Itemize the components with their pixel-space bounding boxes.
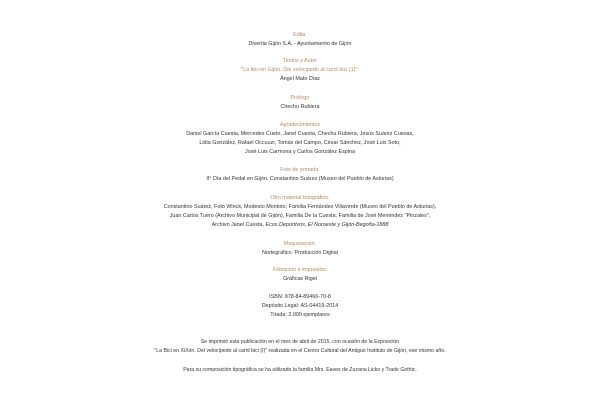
fotografico-line-1: Constantino Suárez, Foto Winck, Modesto Montoto, Familia Fernández Villaverde (Museo del Pueblo de Asturias),: [163, 204, 437, 210]
agradecimientos-heading: Agradecimientos: [279, 122, 321, 128]
agradecimientos-line-1: Daniel García Cuesta, Mercedes Cueto, Janel Cuesta, Chechu Rubiera, Jesús Suárez Cuevas,: [186, 131, 414, 137]
portada-heading: Foto de portada:: [280, 167, 320, 173]
prologo-value: Chechu Rubiera: [280, 104, 320, 110]
fotografico-line-2: Juan Carlos Tuero (Archivo Municipal de Gijón), Familia De la Cuesta, Familia de José Menéndez "Pinzales",: [169, 213, 431, 219]
maquetacion-value: Nortegráfico. Producción Digital: [262, 250, 338, 256]
colophon-line-2: "La Bici en XiXón. Del velocípedo al carril bici (I)" realizada en el Centro Cultural del Antiguo Instituto de Gijón, ese mismo año.: [154, 348, 446, 354]
agradecimientos-line-2: Lidia González, Rafael Occuuzi, Tomás del Campo, César Sánchez, José Luis Soto,: [199, 140, 401, 146]
textos-title: "La bici en Gijón. Del velocípedo al carril bici (1)":: [241, 67, 359, 73]
edita-value: Divertia Gijón S.A. - Ayuntamiento de Gijón: [248, 41, 352, 47]
prologo-heading: Prólogo: [290, 95, 310, 101]
textos-heading: Textos y Autor: [283, 58, 317, 64]
filmacion-value: Gráficas Rigel: [283, 276, 317, 282]
fotografico-line-3: [0, 222, 600, 229]
agradecimientos-line-3: José Luis Carmona y Carlos González Espina: [245, 149, 355, 155]
fotografico-line-3-italic: Ecos Deportivos, El Noroeste y Gijón-Begoña-1888: [265, 222, 389, 228]
colophon-line-1: Se imprimió esta publicación en el mes de abril de 2015, con ocasión de la Exposición: [200, 339, 400, 345]
maquetacion-heading: Maquetación:: [283, 241, 317, 247]
fotografico-heading: Otro material fotográfico:: [270, 195, 330, 201]
portada-value: II° Día del Pedal en Gijón. Constantino Suárez (Museo del Pueblo de Asturias): [206, 176, 394, 182]
isbn: ISBN: 978-84-89466-70-8: [269, 294, 331, 300]
textos-author: Ángel Mato Díaz: [280, 76, 320, 82]
fotografico-line-3-prefix: Archivo Janel Cuesta,: [211, 222, 266, 228]
edita-heading: Edita:: [293, 32, 307, 38]
tirada: Tirada: 2.000 ejemplares: [270, 312, 330, 318]
typography-note: Para su composición tipográfica se ha utilizado la familia Mrs. Eaves de Zuzana Licko y Trade Gothic.: [183, 367, 417, 373]
deposito-legal: Depósito Legal: AS-04419-2014: [261, 303, 339, 309]
filmacion-heading: Filmación e impresión:: [273, 267, 327, 273]
